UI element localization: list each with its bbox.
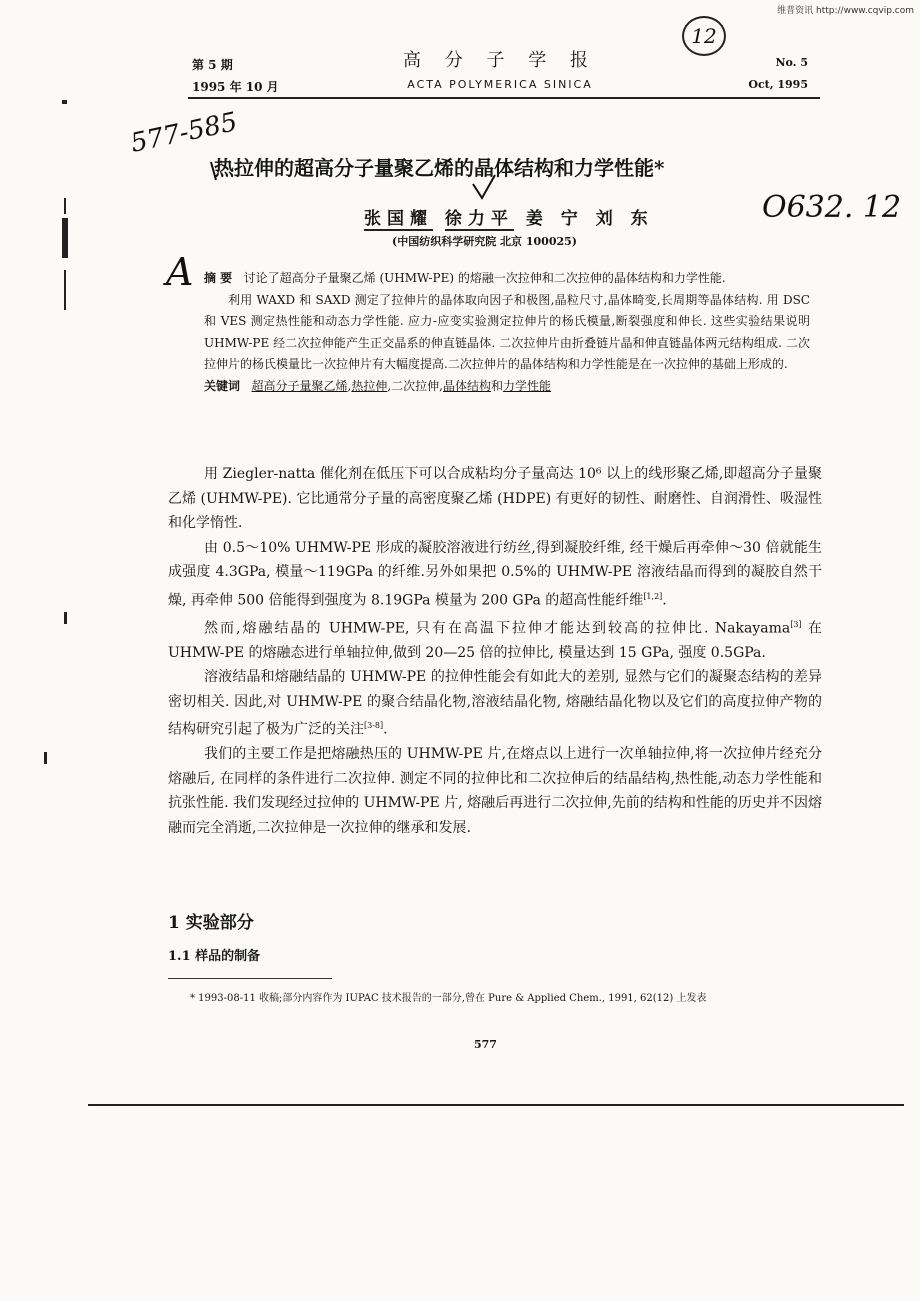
keyword: 超高分子量聚乙烯 xyxy=(251,378,348,393)
section-heading: 1 实验部分 xyxy=(168,913,254,933)
abstract-paragraph: 利用 WAXD 和 SAXD 测定了拉伸片的晶体取向因子和极图,晶粒尺寸,晶体畸变,长周期等晶体结构. 用 DSC 和 VES 测定热性能和动态力学性能. 应力-应变实验测定拉伸片的杨氏模量,断裂强度和伸长. 这些实验结果说明 UHMW-PE 经二次拉伸能产生正交晶系的伸直链晶体. 二次拉伸片由折叠链片晶和伸直链晶体两元结构组成. 二次拉伸片的杨氏模量比一次拉伸片有大幅度提高.二次拉伸片的晶体结构和力学性能是在一次拉伸的基础上形成的. xyxy=(204,292,810,371)
scan-speck xyxy=(64,612,67,624)
handwritten-letter: A xyxy=(166,250,194,294)
scan-tick-mark xyxy=(64,270,66,310)
body-text-run: 由 0.5～10% UHMW-PE 形成的凝胶溶液进行纺丝,得到凝胶纤维, 经干燥后再牵伸～30 倍就能生成强度 4.3GPa, 模量～119GPa 的纤维.另外如果把 0.5%的 UHMW-PE 溶液结晶而得到的凝胶自然干燥, 再牵伸 500 倍能得到强度为 8.19GPa 模量为 200 GPa 的超高性能纤维 xyxy=(168,539,822,609)
handwritten-circle-number: 12 xyxy=(682,16,726,56)
citation-ref: [3-8] xyxy=(364,721,384,731)
footnote-rule xyxy=(168,978,332,979)
page-number: 577 xyxy=(474,1038,497,1051)
author-name: 徐力平 xyxy=(444,209,514,229)
footnote: * 1993-08-11 收稿;部分内容作为 IUPAC 技术报告的一部分,曾在 Pure & Applied Chem., 1991, 62(12) 上发表 xyxy=(190,993,707,1004)
abstract-block xyxy=(204,268,810,397)
issue-date-cn: 1995 年 10 月 xyxy=(192,80,279,94)
citation-ref: [1,2] xyxy=(643,591,663,601)
body-paragraph: 溶液结晶和熔融结晶的 UHMW-PE 的拉伸性能会有如此大的差别, 显然与它们的凝聚态结构的差异密切相关. 因此,对 UHMW-PE 的聚合结晶化物,溶液结晶化物, 熔融结晶化物以及它们的高度拉伸产物的结构研究引起了极为广泛的关注[3-8]. xyxy=(168,669,822,738)
bottom-rule xyxy=(88,1104,904,1106)
author-name: 张国耀 xyxy=(364,209,433,229)
scan-speck xyxy=(44,752,47,764)
journal-title-en: ACTA POLYMERICA SINICA xyxy=(407,78,593,91)
author-name: 姜 宁 xyxy=(525,209,584,229)
keyword: 晶体结构 xyxy=(443,378,492,393)
body-text xyxy=(168,462,822,840)
keywords-line: 关键词 超高分子量聚乙烯,热拉伸,二次拉伸,晶体结构和力学性能 xyxy=(204,378,552,393)
abstract-label: 摘 要 xyxy=(204,271,233,285)
author-list xyxy=(364,204,654,229)
handwritten-page-range: 577-585 xyxy=(128,107,240,159)
body-paragraph xyxy=(168,613,822,666)
body-paragraph: 用 Ziegler-natta 催化剂在低压下可以合成粘均分子量高达 10⁶ 以上的线形聚乙烯,即超高分子量聚乙烯 (UHMW-PE). 它比通常分子量的高密度聚乙烯 (HDPE) 有更好的韧性、耐磨性、自润滑性、吸湿性和化学惰性. xyxy=(168,466,822,531)
journal-title-cn: 高 分 子 学 报 xyxy=(403,50,597,71)
article-title: 热拉伸的超高分子量聚乙烯的晶体结构和力学性能* xyxy=(214,156,665,180)
keyword: 力学性能 xyxy=(503,378,552,393)
abstract-paragraph: 讨论了超高分子量聚乙烯 (UHMW-PE) 的熔融一次拉伸和二次拉伸的晶体结构和力学性能. xyxy=(243,271,726,285)
body-text-run: 在 UHMW-PE 的熔融态进行单轴拉伸,做到 20—25 倍的拉伸比, 模量达到 15 GPa, 强度 0.5GPa. xyxy=(168,620,823,661)
body-paragraph: 我们的主要工作是把熔融热压的 UHMW-PE 片,在熔点以上进行一次单轴拉伸,将一次拉伸片经充分熔融后, 在同样的条件进行二次拉伸. 测定不同的拉伸比和二次拉伸后的结晶结构,热性能,动态力学性能和抗张性能. 我们发现经过拉伸的 UHMW-PE 片, 熔融后再进行二次拉伸,先前的结构和性能的历史并不因熔融而完全消逝,二次拉伸是一次拉伸的继承和发展. xyxy=(168,746,822,836)
header-left xyxy=(192,54,279,98)
handwritten-classification: O632. 12 xyxy=(762,190,902,225)
scan-bar-mark xyxy=(62,218,68,258)
keyword: 热拉伸 xyxy=(351,378,388,393)
site-watermark: 维普资讯 http://www.cqvip.com xyxy=(777,6,914,16)
keyword: 二次拉伸 xyxy=(391,378,440,393)
keywords-label: 关键词 xyxy=(204,378,241,393)
header-rule xyxy=(188,97,820,99)
issue-number: 第 5 期 xyxy=(192,58,233,72)
issue-date-en: Oct, 1995 xyxy=(748,78,808,91)
body-text-run: 然而,熔融结晶的 UHMW-PE, 只有在高温下拉伸才能达到较高的拉伸比. Nakayama xyxy=(204,620,791,637)
scan-tick-mark xyxy=(64,198,66,214)
body-paragraph: 由 0.5～10% UHMW-PE 形成的凝胶溶液进行纺丝,得到凝胶纤维, 经干燥后再牵伸～30 倍就能生成强度 4.3GPa, 模量～119GPa 的纤维.另外如果把 0.5%的 UHMW-PE 溶液结晶而得到的凝胶自然干燥, 再牵伸 500 倍能得到强度为 8.19GPa 模量为 200 GPa 的超高性能纤维[1,2]. xyxy=(168,539,822,609)
citation-ref: [3] xyxy=(790,619,802,629)
body-text-run: 溶液结晶和熔融结晶的 UHMW-PE 的拉伸性能会有如此大的差别, 显然与它们的凝聚态结构的差异密切相关. 因此,对 UHMW-PE 的聚合结晶化物,溶液结晶化物, 熔融结晶化物以及它们的高度拉伸产物的结构研究引起了极为广泛的关注 xyxy=(168,669,822,738)
scan-speck xyxy=(62,100,67,104)
author-name: 刘 东 xyxy=(595,209,654,229)
journal-masthead xyxy=(350,46,650,91)
header-right xyxy=(748,52,808,96)
subsection-heading: 1.1 样品的制备 xyxy=(168,949,261,964)
affiliation: (中国纺织科学研究院 北京 100025) xyxy=(392,235,577,248)
issue-number-en: No. 5 xyxy=(775,56,808,69)
